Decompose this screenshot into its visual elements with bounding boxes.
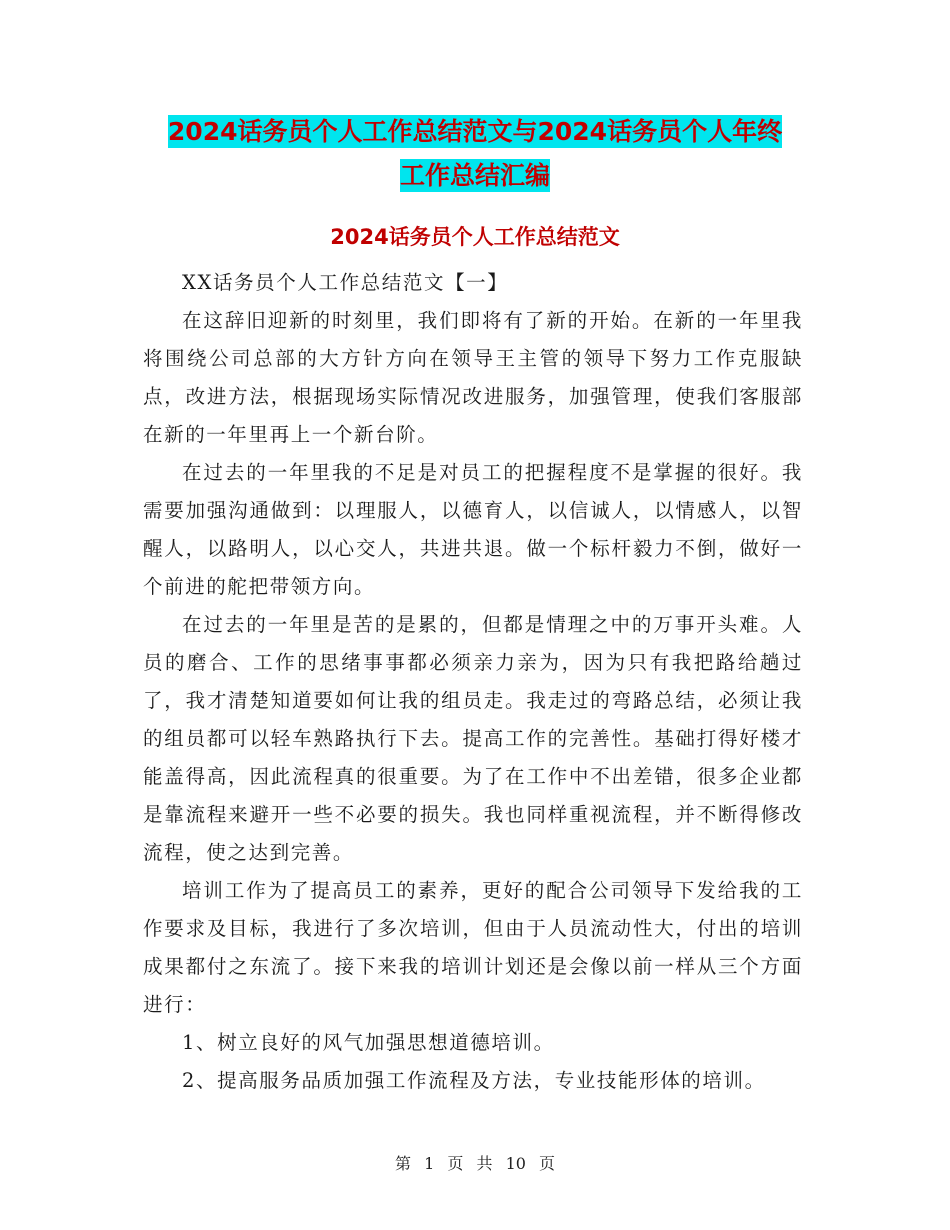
section-title: 2024话务员个人工作总结范文	[330, 225, 620, 249]
page-footer	[0, 1152, 950, 1176]
paragraph: 在这辞旧迎新的时刻里，我们即将有了新的开始。在新的一年里我将围绕公司总部的大方针方向在领导王主管的领导下努力工作克服缺点，改进方法，根据现场实际情况改进服务，加强管理，使我们客服部在新的一年里再上一个新台阶。	[143, 309, 803, 446]
footer-total-pages: 10	[505, 1154, 526, 1173]
paragraph: 在过去的一年里是苦的是累的，但都是情理之中的万事开头难。人员的磨合、工作的思绪事事都必须亲力亲为，因为只有我把路给趟过了，我才清楚知道要如何让我的组员走。我走过的弯路总结，必须让我的组员都可以轻车熟路执行下去。提高工作的完善性。基础打得好楼才能盖得高，因此流程真的很重要。为了在工作中不出差错，很多企业都是靠流程来避开一些不必要的损失。我也同样重视流程，并不断得修改流程，使之达到完善。	[143, 613, 803, 864]
document-title	[140, 110, 810, 198]
list-item: 2、提高服务品质加强工作流程及方法，专业技能形体的培训。	[182, 1069, 766, 1092]
paragraph-subheading: XX话务员个人工作总结范文【一】	[182, 271, 509, 294]
document-title-line2: 工作总结汇编	[399, 161, 550, 190]
document-title-line1: 2024话务员个人工作总结范文与2024话务员个人年终	[167, 117, 783, 146]
paragraph: 在过去的一年里我的不足是对员工的把握程度不是掌握的很好。我需要加强沟通做到：以理服人，以德育人，以信诚人，以情感人，以智醒人，以路明人，以心交人，共进共退。做一个标杆毅力不倒，做好一个前进的舵把带领方向。	[143, 461, 803, 598]
footer-label-total-unit: 页	[539, 1154, 556, 1173]
list-item: 1、树立良好的风气加强思想道德培训。	[182, 1031, 555, 1054]
paragraph: 培训工作为了提高员工的素养，更好的配合公司领导下发给我的工作要求及目标，我进行了多次培训，但由于人员流动性大，付出的培训成果都付之东流了。接下来我的培训计划还是会像以前一样从三个方面进行：	[143, 879, 803, 1016]
footer-current-page: 1	[424, 1154, 435, 1173]
footer-label-total: 共	[476, 1154, 493, 1173]
footer-label-page: 第	[394, 1154, 411, 1173]
document-body	[143, 264, 803, 1100]
footer-label-page-unit: 页	[447, 1154, 464, 1173]
